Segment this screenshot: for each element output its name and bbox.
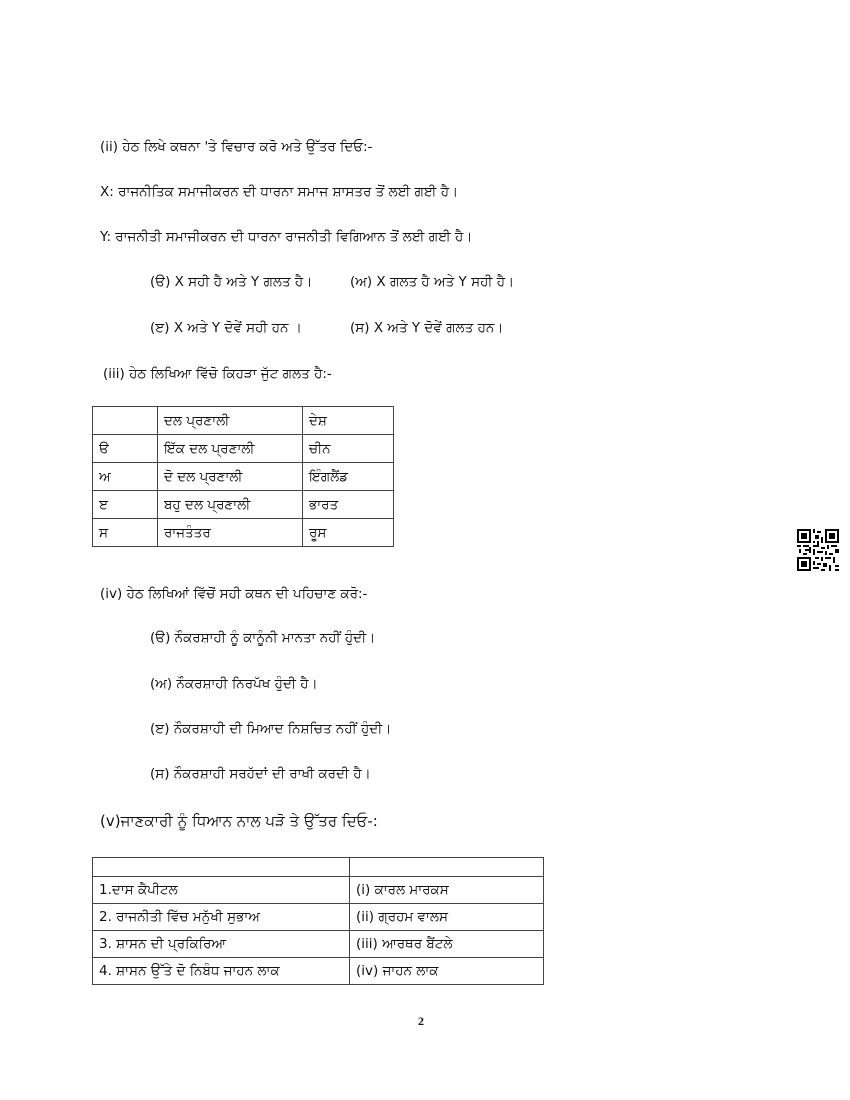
table-cell: ਸ <box>93 519 158 547</box>
table-cell: 4. ਸ਼ਾਸਨ ਉੱਤੇ ਦੋ ਨਿਬੰਧ ਜਾਹਨ ਲਾਕ <box>93 958 350 985</box>
table-cell: ਚੀਨ <box>303 435 394 463</box>
table-cell: ਇੱਕ ਦਲ ਪ੍ਰਣਾਲੀ <box>158 435 303 463</box>
table-cell: ਅ <box>93 463 158 491</box>
table-cell: ਇੰਗਲੈਂਡ <box>303 463 394 491</box>
table-cell <box>350 858 544 877</box>
q3-heading: (iii) ਹੇਠ ਲਿਖਿਆ ਵਿੱਚੋ ਕਿਹੜਾ ਜੁੱਟ ਗਲਤ ਹੈ:- <box>103 366 332 382</box>
table-cell: ਰੂਸ <box>303 519 394 547</box>
table-cell: 1.ਦਾਸ ਕੈਪੀਟਲ <box>93 877 350 904</box>
table-cell: ਦਲ ਪ੍ਰਣਾਲੀ <box>158 407 303 435</box>
q4-option-d: (ਸ) ਨੌਕਰਸ਼ਾਹੀ ਸਰਹੱਦਾਂ ਦੀ ਰਾਖੀ ਕਰਦੀ ਹੈ। <box>150 766 371 782</box>
q2-statement-y: Y: ਰਾਜਨੀਤੀ ਸਮਾਜੀਕਰਨ ਦੀ ਧਾਰਨਾ ਰਾਜਨੀਤੀ ਵਿਗਿਆਨ ਤੋਂ ਲਈ ਗਈ ਹੈ। <box>100 229 473 245</box>
table-cell: ਰਾਜਤੰਤਰ <box>158 519 303 547</box>
q4-option-a: (ੳ) ਨੌਕਰਸ਼ਾਹੀ ਨੂੰ ਕਾਨੂੰਨੀ ਮਾਨਤਾ ਨਹੀਂ ਹੁੰਦੀ। <box>150 630 376 646</box>
q4-option-b: (ਅ) ਨੌਕਰਸ਼ਾਹੀ ਨਿਰਪੱਖ ਹੁੰਦੀ ਹੈ। <box>150 676 318 692</box>
q2-heading: (ii) ਹੇਠ ਲਿਖੇ ਕਥਨਾ 'ਤੇ ਵਿਚਾਰ ਕਰੋ ਅਤੇ ਉੱਤਰ ਦਿਓ:- <box>100 139 373 155</box>
table-row <box>93 491 394 519</box>
table-cell: ਦੇਸ਼ <box>303 407 394 435</box>
q5-heading: (v)ਜਾਣਕਾਰੀ ਨੂੰ ਧਿਆਨ ਨਾਲ ਪੜੋ ਤੇ ਉੱਤਰ ਦਿਓ-: <box>100 812 378 830</box>
table-row <box>93 877 544 904</box>
party-system-table <box>92 406 394 547</box>
q2-option-a: (ੳ) X ਸਹੀ ਹੈ ਅਤੇ Y ਗਲਤ ਹੈ। <box>150 274 313 290</box>
table-cell: ਦੋ ਦਲ ਪ੍ਰਣਾਲੀ <box>158 463 303 491</box>
q2-option-d: (ਸ) X ਅਤੇ Y ਦੋਵੇਂ ਗਲਤ ਹਨ। <box>350 320 504 336</box>
table-row <box>93 858 544 877</box>
page-number: 2 <box>418 1014 424 1028</box>
table-cell: 3. ਸ਼ਾਸਨ ਦੀ ਪ੍ਰਕਿਰਿਆ <box>93 931 350 958</box>
table-cell: (ii) ਗ੍ਰਹਮ ਵਾਲਸ <box>350 904 544 931</box>
table-row <box>93 407 394 435</box>
table-cell: 2. ਰਾਜਨੀਤੀ ਵਿੱਚ ਮਨੁੱਖੀ ਸੁਭਾਅ <box>93 904 350 931</box>
table-cell: ਭਾਰਤ <box>303 491 394 519</box>
table-cell: (iv) ਜਾਹਨ ਲਾਕ <box>350 958 544 985</box>
table-cell <box>93 407 158 435</box>
table-cell: (i) ਕਾਰਲ ਮਾਰਕਸ <box>350 877 544 904</box>
table-row <box>93 958 544 985</box>
q2-statement-x: X: ਰਾਜਨੀਤਿਕ ਸਮਾਜੀਕਰਨ ਦੀ ਧਾਰਨਾ ਸਮਾਜ ਸ਼ਾਸਤਰ ਤੋਂ ਲਈ ਗਈ ਹੈ। <box>100 184 459 200</box>
table-cell: ੲ <box>93 491 158 519</box>
table-cell <box>93 858 350 877</box>
table-row <box>93 931 544 958</box>
q4-heading: (iv) ਹੇਠ ਲਿਖਿਆਂ ਵਿੱਚੋਂ ਸਹੀ ਕਥਨ ਦੀ ਪਹਿਚਾਣ ਕਰੋ:- <box>100 586 368 602</box>
q2-option-b: (ਅ) X ਗਲਤ ਹੈ ਅਤੇ Y ਸਹੀ ਹੈ। <box>350 274 515 290</box>
table-row <box>93 463 394 491</box>
table-row <box>93 519 394 547</box>
qr-code-icon <box>797 529 839 571</box>
books-authors-table <box>92 857 544 985</box>
table-cell: (iii) ਆਰਥਰ ਬੈਂਟਲੇ <box>350 931 544 958</box>
q4-option-c: (ੲ) ਨੌਕਰਸ਼ਾਹੀ ਦੀ ਮਿਆਦ ਨਿਸ਼ਚਿਤ ਨਹੀਂ ਹੁੰਦੀ। <box>150 721 392 737</box>
table-row <box>93 904 544 931</box>
table-cell: ਬਹੁ ਦਲ ਪ੍ਰਣਾਲੀ <box>158 491 303 519</box>
table-row <box>93 435 394 463</box>
table-cell: ੳ <box>93 435 158 463</box>
q2-option-c: (ੲ) X ਅਤੇ Y ਦੋਵੇਂ ਸਹੀ ਹਨ । <box>150 320 302 336</box>
